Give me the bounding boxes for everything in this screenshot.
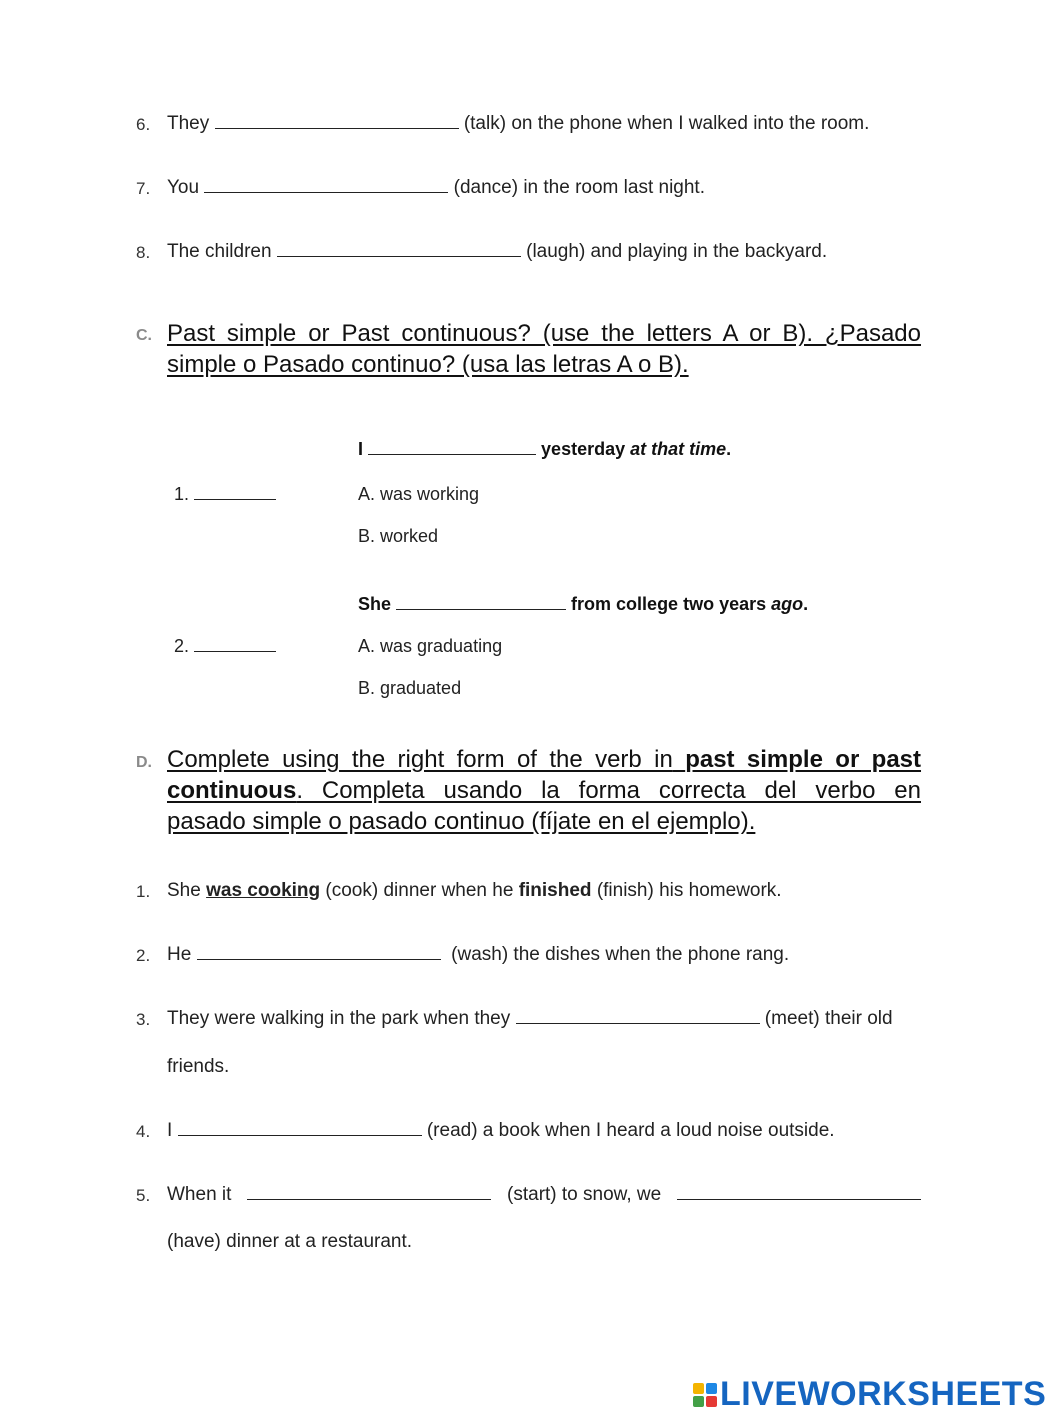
answer-blank[interactable] [197,946,441,960]
item-number: 1. [136,882,151,901]
item-number: 6. [136,115,151,134]
item-text: (laugh) and playing in the backyard. [526,241,828,262]
section-heading [167,744,921,837]
answer-blank[interactable] [178,1122,422,1136]
prompt-end: . [803,594,809,614]
item-text: (talk) on the phone when I walked into the room. [463,113,870,134]
logo-text: LIVEWORKSHEETS [720,1375,1046,1413]
item-text: She [167,880,201,901]
answer-blank[interactable] [677,1186,921,1200]
item-text: (read) a book when I heard a loud noise outside. [426,1120,835,1141]
option-b: B. worked [358,526,439,546]
option-a: A. was working [358,484,480,504]
exercise-item [167,1184,921,1206]
section-letter: C. [136,327,152,344]
heading-line [167,775,921,806]
example-answer: was cooking [206,880,321,901]
question-prompt [358,594,808,615]
exercise-item [167,241,827,263]
heading-line: simple o Pasado continuo? (usa las letras A o B). [167,351,689,378]
item-number: 5. [136,1186,151,1205]
prompt-text: I [358,439,364,459]
heading-bold: continuous [167,777,297,804]
exercise-item [167,880,782,902]
item-text: (start) to snow, we [507,1184,662,1205]
question-prompt [358,439,731,460]
answer-slot [174,484,276,505]
item-text: He [167,944,192,965]
heading-text: Complete using the right form of the verb in [167,746,673,773]
section-letter: D. [136,754,152,771]
answer-slot [174,636,276,657]
liveworksheets-logo [692,1375,1046,1414]
answer-blank[interactable] [194,488,276,500]
item-text: (dance) in the room last night. [453,177,705,198]
heading-bold: past simple or past [685,746,922,773]
heading-line: pasado simple o pasado continuo (fíjate en el ejemplo). [167,808,756,835]
item-number: 2. [136,946,151,965]
question-number: 1. [174,484,190,504]
heading-line [167,744,921,775]
answer-blank[interactable] [516,1010,760,1024]
option-a: A. was graduating [358,636,503,656]
prompt-text: yesterday [541,439,626,459]
prompt-blank [368,441,536,455]
item-number: 4. [136,1122,151,1141]
prompt-end: . [726,439,732,459]
exercise-item [167,944,789,966]
answer-blank[interactable] [215,115,459,129]
answer-blank[interactable] [194,640,276,652]
exercise-item [167,1120,835,1142]
section-heading [167,318,921,380]
answer-blank[interactable] [247,1186,491,1200]
answer-blank[interactable] [204,179,448,193]
item-text: (wash) the dishes when the phone rang. [451,944,790,965]
exercise-item [167,113,869,135]
item-text: I [167,1120,173,1141]
item-text: The children [167,241,272,262]
question-number: 2. [174,636,190,656]
item-continuation: friends. [167,1056,230,1077]
item-text: When it [167,1184,232,1205]
item-text: You [167,177,200,198]
item-continuation: (have) dinner at a restaurant. [167,1231,413,1252]
prompt-text: She [358,594,392,614]
exercise-item [167,177,705,199]
heading-line: Past simple or Past continuous? (use the letters A or B). ¿Pasado [167,320,921,347]
item-number: 7. [136,179,151,198]
item-text: (finish) his homework. [596,880,782,901]
example-answer: finished [518,880,592,901]
item-text: They [167,113,210,134]
item-text: They were walking in the park when they [167,1008,511,1029]
option-b: B. graduated [358,678,462,698]
prompt-italic: at that time [630,439,727,459]
prompt-blank [396,596,566,610]
item-text: (cook) dinner when he [325,880,514,901]
logo-icon [692,1382,718,1408]
prompt-italic: ago [771,594,804,614]
exercise-item [167,1008,893,1030]
prompt-text: from college two years [571,594,767,614]
item-text: (meet) their old [764,1008,893,1029]
item-number: 3. [136,1010,151,1029]
heading-text: . Completa usando la forma correcta del verbo en [296,777,921,804]
answer-blank[interactable] [277,243,521,257]
item-number: 8. [136,243,151,262]
